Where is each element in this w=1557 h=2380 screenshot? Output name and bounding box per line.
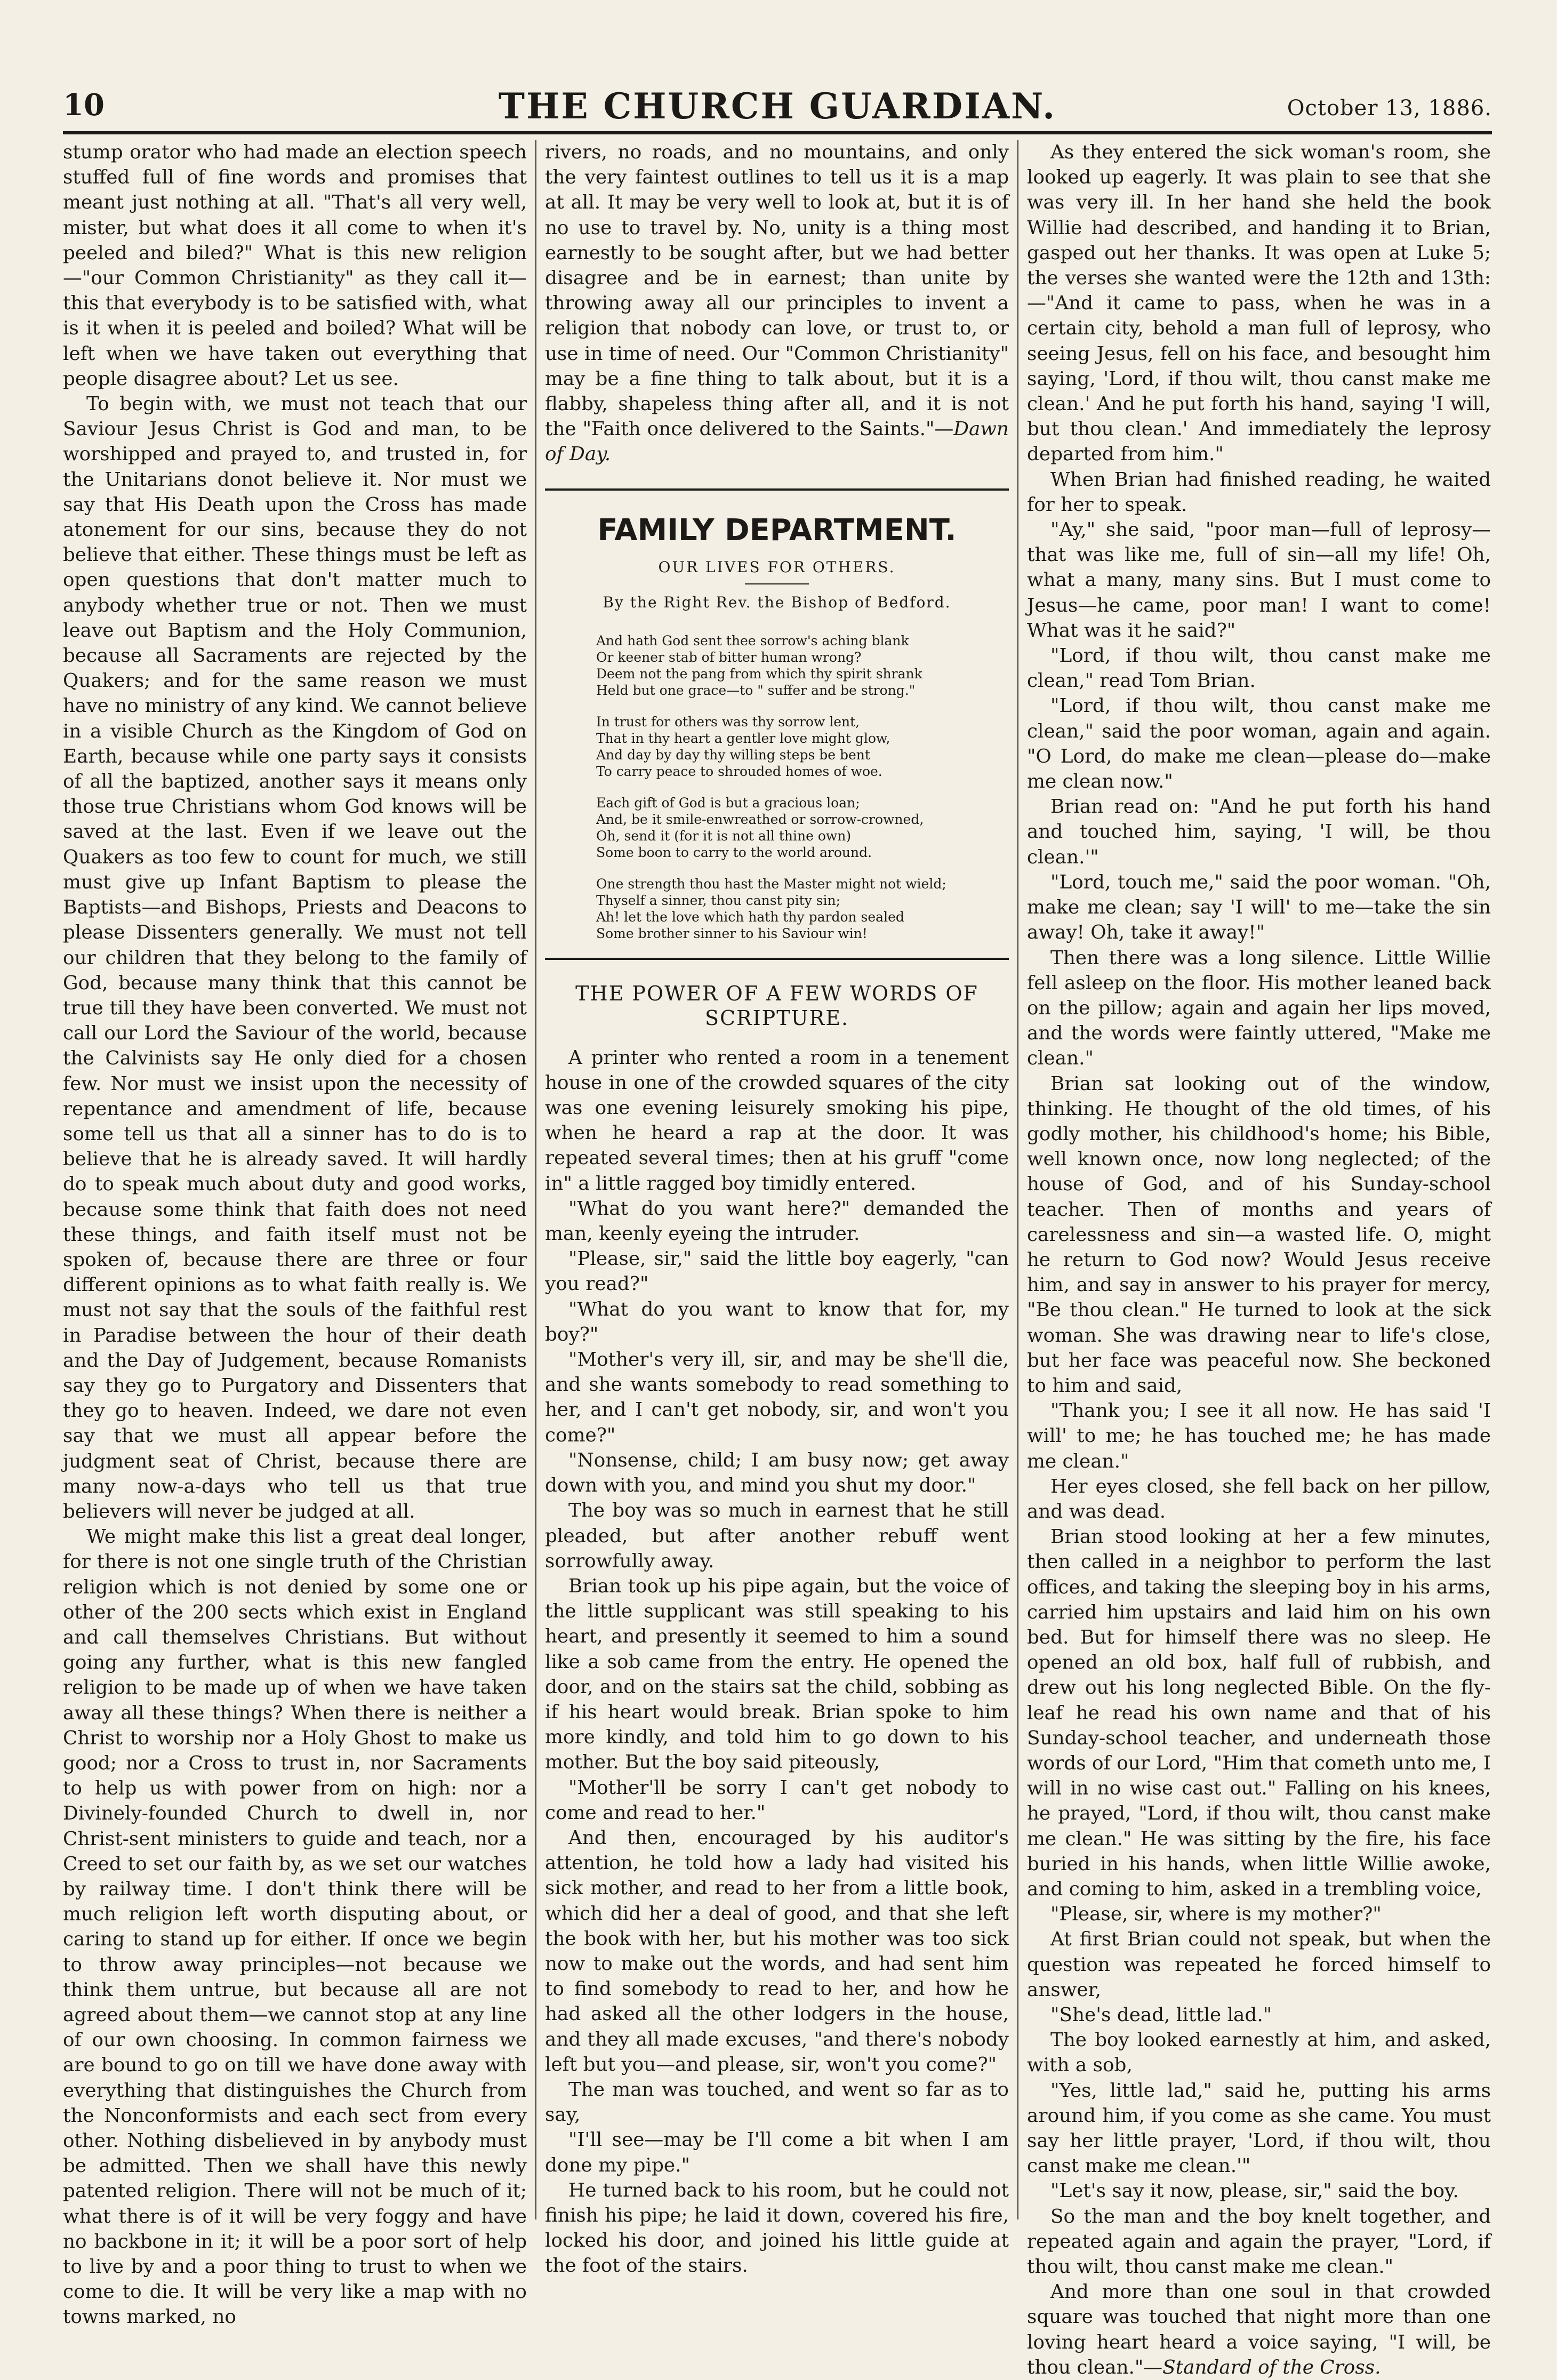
paragraph: He turned back to his room, but he could not finish his pipe; he laid it down, covered his fire, locked his door, and joined his little guide at the foot of the stairs. — [545, 2179, 1009, 2277]
paragraph: "Mother'll be sorry I can't get nobody to come and read to her." — [545, 1776, 1009, 1824]
poem-line: Or keener stab of bitter human wrong? — [596, 649, 862, 665]
paragraph — [545, 140, 1009, 467]
page-number: 10 — [63, 87, 105, 123]
continued-text: rivers, no roads, and no mountains, and only the very faintest outlines to tell us it is a map at all. It may be very well to look at, but it is of no use to travel by. No, unity is a thing most earnestly to be sought after, but we had better disagree and be in earnest; than unite by throwing away all our principles to invent a religion that nobody can love, or trust to, or use in time of need. Our "Common Christianity" may be a fine thing to talk about, but it is a flabby, shapeless thing after all, and it is not the "Faith once delivered to the Saints."— — [545, 141, 1009, 440]
paragraph: "What do you want here?" demanded the man, keenly eyeing the intruder. — [545, 1197, 1009, 1245]
paragraph: "Ay," she said, "poor man—full of leprosy—that was like me, full of sin—all my life! Oh, what a many, many sins. But I must come to Jesus—he came, poor man! I want to come! What was it he said?" — [1027, 519, 1491, 642]
paragraph: "Thank you; I see it all now. He has said 'I will' to me; he has touched me; he has made me clean." — [1027, 1400, 1491, 1472]
paragraph: Brian stood looking at her a few minutes, then called in a neighbor to perform the last offices, and taking the sleeping boy in his arms, carried him upstairs and laid him on his own bed. But for himself there was no sleep. He opened an old box, half full of rubbish, and drew out his long neglected Bible. On the fly-leaf he read his own name and that of his Sunday-school teacher, and underneath those words of our Lord, "Him that cometh unto me, I will in no wise cast out." Falling on his knees, he prayed, "Lord, if thou wilt, thou canst make me clean." He was sitting by the fire, his face buried in his hands, when little Willie awoke, and coming to him, asked in a trembling voice, — [1027, 1526, 1491, 1901]
paragraph: "Please, sir," said the little boy eagerly, "can you read?" — [545, 1248, 1009, 1295]
paragraph: "Mother's very ill, sir, and may be she'll die, and she wants somebody to read something to her, and I can't get nobody, sir, and won't you come?" — [545, 1349, 1009, 1446]
poem-line: Oh, send it (for it is not all thine own) — [596, 828, 852, 844]
poem-line: Deem not the pang from which thy spirit shrank — [596, 666, 922, 682]
poem-line: That in thy heart a gentler love might glow, — [596, 730, 890, 746]
paragraph: "What do you want to know that for, my boy?" — [545, 1298, 1009, 1345]
poem-line: Ah! let the love which hath thy pardon sealed — [596, 909, 904, 925]
column-1 — [63, 140, 527, 2328]
poem-line: Each gift of God is but a gracious loan; — [596, 795, 860, 811]
paragraph: "Please, sir, where is my mother?" — [1050, 1903, 1382, 1926]
paragraph: "Let's say it now, please, sir," said the boy. — [1050, 2180, 1459, 2202]
poem-author: By the Right Rev. the Bishop of Bedford. — [545, 583, 1009, 613]
paragraph: "Lord, touch me," said the poor woman. "Oh, make me clean; say 'I will' to me—take the sin away! Oh, take it away!" — [1027, 871, 1491, 944]
newspaper-title: THE CHURCH GUARDIAN. — [498, 85, 1057, 127]
poem-line: Held but one grace—to " suffer and be strong." — [596, 682, 916, 698]
article-title — [545, 958, 1009, 1030]
paragraph: And then, encouraged by his auditor's attention, he told how a lady had visited his sick mother, and read to her from a little book, which did her a deal of good, and that she left the book with her, but his mother was too sick now to make out the words, and had sent him to find somebody to read to her, and how he had asked all the other lodgers in the house, and they all made excuses, "and there's nobody left but you—and please, sir, won't you come?" — [545, 1826, 1009, 2076]
paragraph: "Lord, if thou wilt, thou canst make me clean," said the poor woman, again and again. "O Lord, do make me clean—please do—make me clean now." — [1027, 695, 1491, 793]
poem-line: Some brother sinner to his Saviour win! — [596, 925, 868, 941]
poem-line: One strength thou hast the Master might not wield; — [596, 876, 946, 892]
paragraph: "Yes, little lad," said he, putting his arms around him, if you come as she came. You must say her little prayer, 'Lord, if thou wilt, thou canst make me clean.'" — [1027, 2079, 1491, 2177]
source-credit: Standard of the Cross. — [1162, 2356, 1381, 2378]
column-divider — [535, 140, 536, 2219]
paragraph: "I'll see—may be I'll come a bit when I am done my pipe." — [545, 2129, 1009, 2176]
paragraph: Then there was a long silence. Little Willie fell asleep on the floor. His mother leaned back on the pillow; again and again her lips moved, and the words were faintly uttered, "Make me clean." — [1027, 947, 1491, 1070]
article-title-line: THE POWER OF A FEW WORDS OF — [575, 981, 978, 1005]
poem-stanza — [596, 876, 1009, 942]
issue-date: October 13, 1886. — [1287, 96, 1492, 121]
poem-title: OUR LIVES FOR OTHERS. — [658, 558, 896, 576]
poem-line: And day by day thy willing steps be bent — [596, 747, 870, 763]
paragraph: Brian took up his pipe again, but the voice of the little supplicant was still speaking to his heart, and presently it seemed to him a sound like a sob came from the entry. He opened the door, and on the stairs sat the child, sobbing as if his heart would break. Brian spoke to him more kindly, and told him to go down to his mother. But the boy said piteously, — [545, 1575, 1009, 1774]
masthead — [63, 84, 1492, 134]
paragraph: So the man and the boy knelt together, and repeated again and again the prayer, "Lord, if thou wilt, thou canst make me clean." — [1027, 2205, 1491, 2278]
paragraph: The man was touched, and went so far as to say, — [545, 2078, 1009, 2126]
paragraph: Brian read on: "And he put forth his hand and touched him, saying, 'I will, be thou clean.'" — [1027, 796, 1491, 868]
closing-text: And more than one soul in that crowded square was touched that night more than one loving heart heard a voice saying, "I will, be thou clean."— — [1027, 2281, 1491, 2378]
source-credit: Dawn of Day. — [545, 418, 1009, 466]
poem-line: In trust for others was thy sorrow lent, — [596, 714, 860, 730]
poem-line: To carry peace to shrouded homes of woe. — [596, 763, 882, 779]
poem — [545, 632, 1009, 942]
poem-line: Some boon to carry to the world around. — [596, 844, 872, 860]
paragraph — [1027, 2279, 1491, 2380]
paragraph: A printer who rented a room in a tenement house in one of the crowded squares of the city was one evening leisurely smoking his pipe, when he heard a rap at the door. It was repeated several times; then at his gruff "come in" a little ragged boy timidly entered. — [545, 1046, 1009, 1195]
paragraph: Brian sat looking out of the window, thinking. He thought of the old times, of his godly mother, his childhood's home; his Bible, well known once, now long neglected; of the house of God, and of his Sunday-school teacher. Then of months and years of carelessness and sin—a wasted life. O, might he return to God now? Would Jesus receive him, and say in answer to his prayer for mercy, "Be thou clean." He turned to look at the sick woman. She was drawing near to life's close, but her face was peaceful now. She beckoned to him and said, — [1027, 1072, 1491, 1397]
poem-stanza — [596, 795, 1009, 861]
paragraph: Her eyes closed, she fell back on her pillow, and was dead. — [1027, 1475, 1491, 1522]
paragraph: We might make this list a great deal longer, for there is not one single truth of the Christian religion which is not denied by some one or other of the 200 sects which exist in England and call themselves Christians. But without going any further, what is this new fangled religion to be made up of when we have taken away all these things? When there is neither a Christ to worship nor a Holy Ghost to make us good; nor a Cross to trust in, nor Sacraments to help us with power from on high: nor a Divinely-founded Church to dwell in, nor Christ-sent ministers to guide and teach, nor a Creed to set our faith by, as we set our watches by railway time. I don't think there will be much religion left worth disputing about, or caring to stand up for either. If once we begin to throw away principles—not because we think them untrue, but because all are not agreed about them—we cannot stop at any line of our own choosing. In common fairness we are bound to go on till we have done away with everything that distinguishes the Church from the Nonconformists and each sect from every other. Nothing disbelieved in by anybody must be admitted. Then we shall have this newly patented religion. There will not be much of it; what there is of it will be very foggy and have no backbone in it; it will be a poor sort of help to live by and a poor thing to trust to when we come to die. It will be very like a map with no towns marked, no — [63, 1526, 527, 2328]
column-3 — [1027, 140, 1491, 2378]
paragraph: As they entered the sick woman's room, she looked up eagerly. It was plain to see that she was very ill. In her hand she held the book Willie had described, and handing it to Brian, gasped out her thanks. It was open at Luke 5; the verses she wanted were the 12th and 13th:—"And it came to pass, when he was in a certain city, behold a man full of leprosy, who seeing Jesus, fell on his face, and besought him saying, 'Lord, if thou wilt, thou canst make me clean.' And he put forth his hand, saying 'I will, but thou clean.' And immediately the leprosy departed from him." — [1027, 141, 1491, 466]
poem-stanza — [596, 714, 1009, 780]
poem-line: Thyself a sinner, thou canst pity sin; — [596, 892, 841, 908]
paragraph: The boy was so much in earnest that he still pleaded, but after another rebuff went sorrowfully away. — [545, 1500, 1009, 1572]
poem-line: And hath God sent thee sorrow's aching blank — [596, 632, 909, 648]
article-title-line: SCRIPTURE. — [704, 1006, 849, 1030]
paragraph: stump orator who had made an election speech stuffed full of fine words and promises that meant just nothing at all. "That's all very well, mister, but what does it all come to when it's peeled and biled?" What is this new religion—"our Common Christianity" as they call it—this that everybody is to be satisfied with, what is it when it is peeled and boiled? What will be left when we have taken out everything that people disagree about? Let us see. — [63, 141, 527, 390]
paragraph: "Lord, if thou wilt, thou canst make me clean," read Tom Brian. — [1027, 645, 1491, 692]
paragraph: At first Brian could not speak, but when the question was repeated he forced himself to answer, — [1027, 1928, 1491, 2001]
column-divider — [1017, 140, 1018, 2219]
poem-stanza — [596, 632, 1009, 699]
paragraph: The boy looked earnestly at him, and asked, with a sob, — [1027, 2029, 1491, 2077]
paragraph: "Nonsense, child; I am busy now; get away down with you, and mind you shut my door." — [545, 1449, 1009, 1497]
poem-line: And, be it smile-enwreathed or sorrow-crowned, — [596, 811, 924, 827]
section-heading: FAMILY DEPARTMENT. — [545, 488, 1009, 549]
paragraph: To begin with, we must not teach that our Saviour Jesus Christ is God and man, to be worshipped and prayed to, and trusted in, for the Unitarians donot believe it. Nor must we say that His Death upon the Cross has made atonement for our sins, because they do not believe that either. These things must be left as open questions that don't matter much to anybody whether true or not. Then we must leave out Baptism and the Holy Communion, because all Sacraments are rejected by the Quakers; and for the same reason we must have no ministry of any kind. We cannot believe in a visible Church as the Kingdom of God on Earth, because while one party says it consists of all the baptized, another says it means only those true Christians whom God knows will be saved at the last. Even if we leave out the Quakers as too few to count for much, we still must give up Infant Baptism to please the Baptists—and Bishops, Priests and Deacons to please Dissenters generally. We must not tell our children that they belong to the family of God, because many think that this cannot be true till they have been converted. We must not call our Lord the Saviour of the world, because the Calvinists say He only died for a chosen few. Nor must we insist upon the necessity of repentance and amendment of life, because some tell us that all a sinner has to do is to believe that he is already saved. It will hardly do to speak much about duty and good works, because some think that faith does not need these things, and faith itself must not be spoken of, because there are three or four different opinions as to what faith really is. We must not say that the souls of the faithful rest in Paradise between the hour of their death and the Day of Judgement, because Romanists say they go to Purgatory and Dissenters that they go to heaven. Indeed, we dare not even say that we must all appear before the judgment seat of Christ, because there are many now-a-days who tell us that true believers will never be judged at all. — [63, 393, 527, 1522]
paragraph: "She's dead, little lad." — [1050, 2004, 1272, 2026]
paragraph: When Brian had finished reading, he waited for her to speak. — [1027, 468, 1491, 516]
column-2 — [545, 140, 1009, 2277]
